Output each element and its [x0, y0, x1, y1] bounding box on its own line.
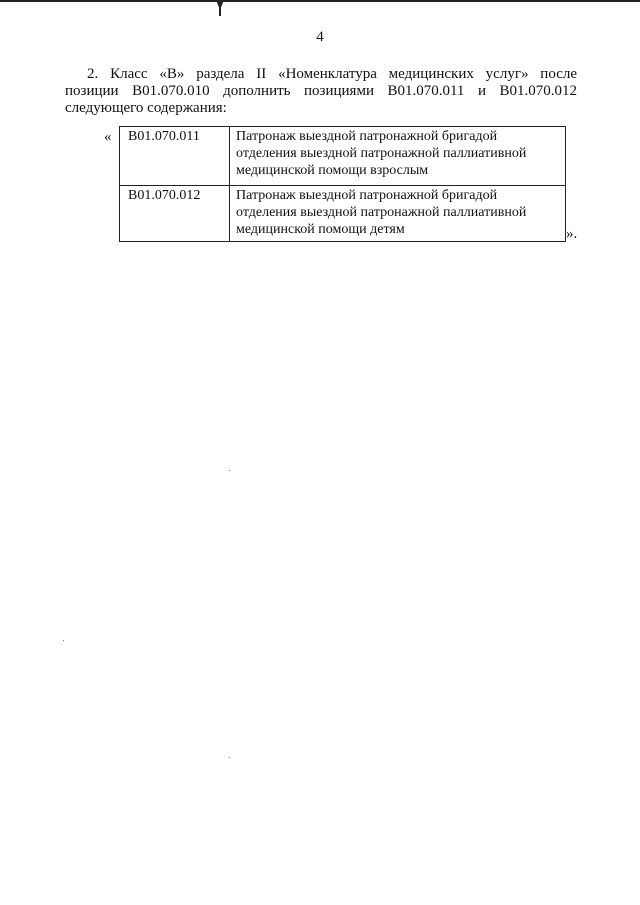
paragraph-line: позиции B01.070.010 дополнить позициями B01.070.011 и B01.070.012	[65, 83, 577, 99]
page-number: 4	[316, 29, 324, 45]
description-line: медицинской помощи взрослым	[236, 163, 429, 178]
description-line: отделения выездной патронажной паллиативной	[236, 146, 527, 161]
amendment-paragraph	[65, 66, 577, 117]
scan-speck	[229, 757, 230, 758]
description-line: Патронаж выездной патронажной бригадой	[236, 188, 498, 203]
paragraph-line: 2. Класс «В» раздела II «Номенклатура медицинских услуг» после	[87, 66, 577, 82]
service-code-cell: B01.070.011	[120, 127, 230, 186]
binding-tick	[219, 6, 221, 16]
closing-quote: ».	[566, 226, 578, 242]
service-code-cell: B01.070.012	[120, 186, 230, 242]
description-line: отделения выездной патронажной паллиативной	[236, 205, 527, 220]
paragraph-line: следующего содержания:	[65, 100, 227, 116]
service-description-cell	[230, 186, 566, 242]
service-description-cell	[230, 127, 566, 186]
table-row	[120, 127, 566, 186]
scan-speck	[229, 470, 230, 471]
opening-quote: «	[104, 129, 112, 145]
description-line: Патронаж выездной патронажной бригадой	[236, 129, 498, 144]
scan-speck	[63, 640, 64, 641]
service-codes-table	[119, 126, 566, 242]
description-line: медицинской помощи детям	[236, 222, 405, 237]
table-row	[120, 186, 566, 242]
top-border-line	[0, 0, 640, 2]
